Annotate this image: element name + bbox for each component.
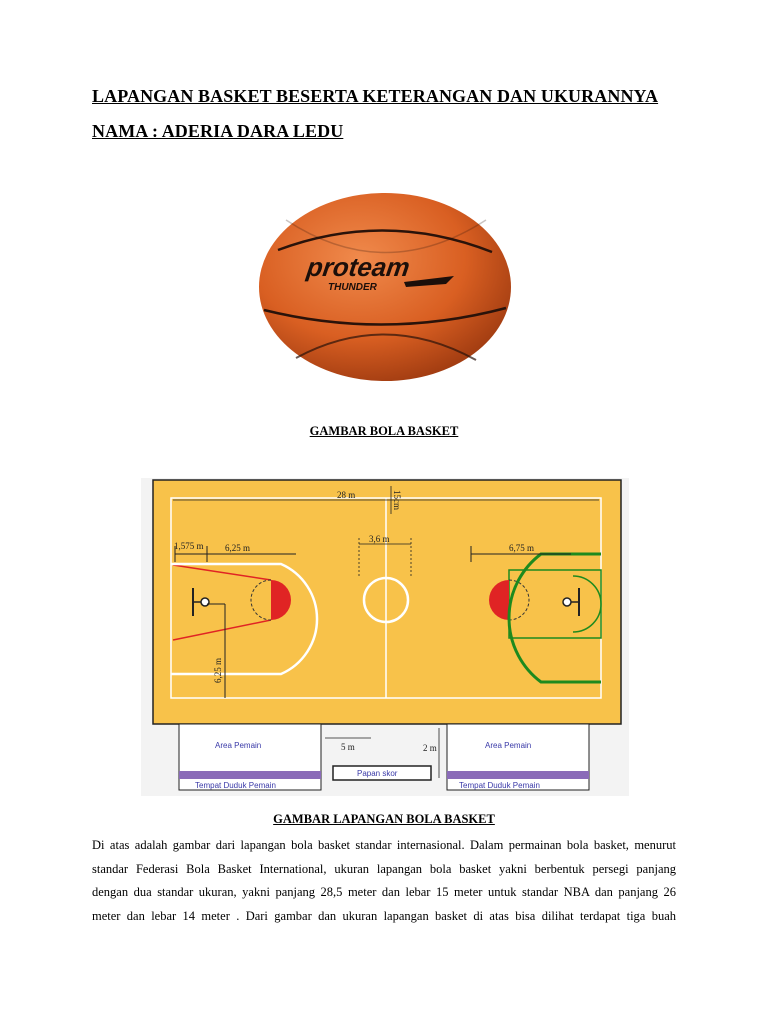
ball-caption: GAMBAR BOLA BASKET — [309, 424, 459, 438]
ball-logo-text: proteam — [305, 252, 412, 282]
label-left-offset: 1,575 m — [174, 541, 204, 551]
ball-logo-subtext: THUNDER — [328, 282, 377, 293]
author-name: NAMA : ADERIA DARA LEDU — [92, 121, 344, 141]
court-floor — [153, 480, 621, 724]
label-bench-left: Tempat Duduk Pemain — [195, 781, 276, 790]
label-scoreboard: Papan skor — [357, 769, 398, 778]
basketball-image — [256, 190, 514, 384]
document-title: LAPANGAN BASKET BESERTA KETERANGAN DAN UKURANNYA — [92, 86, 659, 106]
label-bench-depth: 2 m — [423, 743, 437, 753]
paragraph-line: dengan dua standar ukuran, yakni panjang 28,5 meter dan lebar 15 meter untuk standar NBA dan panjang 26 — [92, 885, 676, 899]
label-area-left: Area Pemain — [215, 741, 262, 750]
basketball-court-diagram — [141, 478, 629, 796]
label-bench-right: Tempat Duduk Pemain — [459, 781, 540, 790]
label-area-right: Area Pemain — [485, 741, 532, 750]
label-gap: 5 m — [341, 742, 355, 752]
label-left-three: 6,25 m — [225, 543, 251, 553]
label-center-circle: 3,6 m — [369, 534, 390, 544]
label-right-three: 6,75 m — [509, 543, 535, 553]
paragraph-line: meter dan lebar 14 meter . Dari gambar dan ukuran lapangan basket di atas bisa dilihat terdapat tiga buah — [92, 908, 676, 923]
label-left-three-vertical: 6,25 m — [213, 657, 223, 683]
label-court-length: 28 m — [337, 490, 356, 500]
court-caption: GAMBAR LAPANGAN BOLA BASKET — [273, 812, 495, 826]
body-paragraph — [92, 834, 676, 928]
label-court-width: 15cm — [392, 490, 402, 510]
paragraph-line: Di atas adalah gambar dari lapangan bola basket standar internasional. Dalam permainan bola basket, menurut — [92, 838, 676, 852]
paragraph-line: standar Federasi Bola Basket International, ukuran lapangan bola basket yakni berbentuk persegi panjang — [92, 861, 676, 876]
